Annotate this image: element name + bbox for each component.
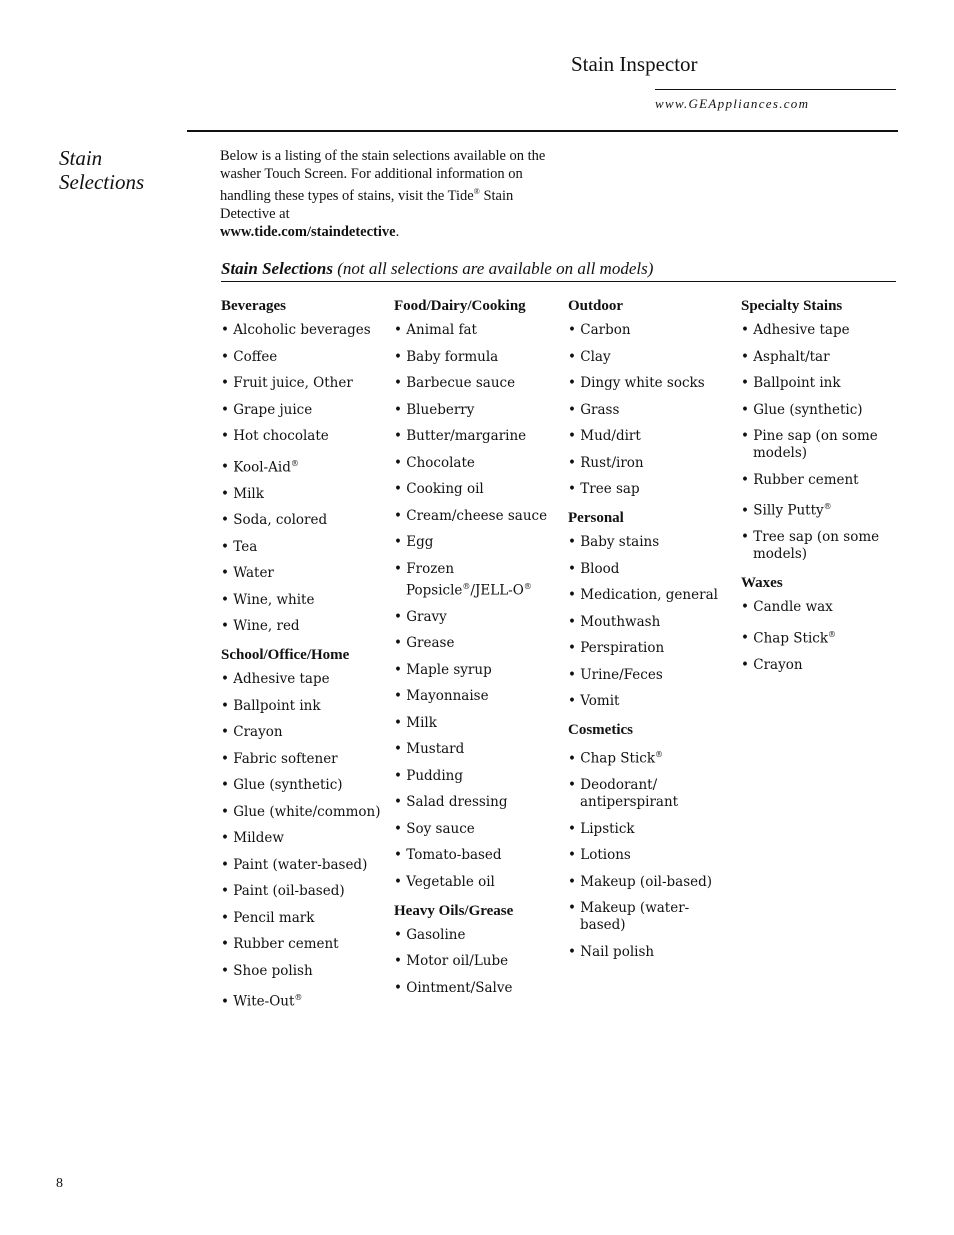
stain-list-item	[221, 963, 387, 980]
main-divider	[187, 130, 898, 132]
stain-label: Soy sauce	[406, 820, 475, 837]
registered-mark: ®	[828, 629, 837, 639]
stain-label: Crayon	[753, 656, 803, 673]
stain-column	[741, 296, 891, 684]
tide-link[interactable]: www.tide.com/staindetective	[220, 223, 396, 240]
stain-label: Dingy white socks	[580, 375, 705, 391]
stain-label: Adhesive tape	[233, 671, 330, 687]
stain-label: Adhesive tape	[753, 322, 850, 338]
stain-list-item	[221, 455, 387, 477]
stain-label: Motor oil/Lube	[406, 953, 509, 969]
stain-list-item	[568, 428, 728, 445]
stain-label: Cream/cheese sauce	[406, 507, 548, 524]
section-title-line-1: Stain	[59, 146, 103, 170]
stain-list-item	[568, 900, 728, 934]
stain-label: Blueberry	[406, 401, 475, 418]
category-heading: Beverages	[221, 298, 286, 314]
registered-mark: ®	[823, 502, 832, 511]
stain-label: Pine sap (on some models)	[753, 428, 878, 461]
stain-list-item	[568, 821, 728, 838]
stain-list-item	[568, 693, 728, 710]
stain-label: Cooking oil	[406, 481, 484, 497]
stain-label: Egg	[406, 534, 434, 550]
stain-label: Chap Stick	[753, 630, 829, 646]
category-heading: Specialty Stains	[741, 298, 843, 314]
stain-list-item	[741, 529, 891, 563]
registered-mark: ®	[473, 187, 480, 196]
stain-label: Water	[233, 565, 274, 581]
stain-list-item	[221, 565, 387, 582]
stain-list-item	[394, 481, 560, 498]
page-number: 8	[56, 1176, 63, 1191]
section-title	[59, 146, 144, 194]
stain-label: Rubber cement	[233, 936, 339, 952]
stain-label: Mouthwash	[580, 613, 661, 630]
stain-label: Tree sap (on some models)	[753, 529, 880, 562]
stain-list-item	[568, 375, 728, 392]
stain-list-item	[568, 874, 728, 891]
intro-text: Below is a listing of the stain selections available on the washer Touch Screen. For additional information on handling these types of stains, visit the Tide	[220, 148, 546, 204]
stain-label: Paint (oil-based)	[233, 883, 345, 899]
stain-list-item	[394, 508, 560, 525]
stain-list-item	[394, 847, 560, 864]
stain-list-item	[221, 512, 387, 529]
stain-list-item	[221, 857, 387, 874]
stain-list-item	[221, 375, 387, 392]
stain-list-item	[221, 777, 387, 794]
stain-category	[221, 645, 387, 1011]
stain-label: Carbon	[580, 322, 631, 338]
stain-label: Crayon	[233, 724, 283, 740]
stain-label: Candle wax	[753, 599, 833, 615]
stain-list-item	[221, 592, 387, 609]
selections-divider	[221, 281, 896, 282]
stain-list-item	[394, 534, 560, 551]
stain-label: Ballpoint ink	[753, 375, 841, 391]
stain-label: Milk	[406, 714, 437, 731]
stain-list-item	[568, 455, 728, 472]
intro-end: .	[395, 223, 400, 240]
stain-list-item	[568, 847, 728, 864]
stain-label: Gasoline	[406, 926, 466, 943]
stain-label: Chap Stick	[580, 750, 656, 767]
stain-label: Shoe polish	[233, 962, 313, 979]
stain-label: Glue (white/common)	[233, 803, 381, 820]
stain-list-item	[394, 715, 560, 732]
stain-label: Grape juice	[233, 401, 313, 418]
stain-label-cont: /JELL-O	[470, 582, 524, 598]
stain-label: Coffee	[233, 348, 278, 365]
stain-list-item	[394, 635, 560, 652]
stain-label: Vomit	[580, 693, 620, 709]
stain-list-item	[568, 746, 728, 768]
stain-label: Butter/margarine	[406, 428, 527, 444]
stain-label: Chocolate	[406, 454, 475, 471]
stain-label: Mustard	[406, 741, 465, 757]
stain-list-item	[394, 953, 560, 970]
stain-category	[568, 720, 728, 961]
stain-list-item	[741, 349, 891, 366]
stain-list-item	[394, 768, 560, 785]
stain-list-item	[394, 609, 560, 626]
stain-list-item	[394, 349, 560, 366]
stain-label: Baby formula	[406, 348, 499, 365]
stain-label: Deodorant/ antiperspirant	[580, 777, 679, 810]
stain-list-item	[741, 472, 891, 489]
category-heading: Food/Dairy/Cooking	[394, 298, 526, 314]
stain-list-item	[568, 587, 728, 604]
stain-list-item	[221, 883, 387, 900]
stain-label: Makeup (oil-based)	[580, 873, 713, 890]
stain-list-item	[221, 804, 387, 821]
stain-list-item	[568, 777, 728, 811]
stain-list-item	[741, 322, 891, 339]
stain-list-item	[221, 698, 387, 715]
stain-label: Mud/dirt	[580, 428, 641, 444]
stain-label: Grass	[580, 401, 620, 418]
stain-category	[568, 508, 728, 710]
stain-list-item	[394, 455, 560, 472]
stain-list-item	[394, 927, 560, 944]
stain-label: Rust/iron	[580, 454, 644, 471]
intro-paragraph	[220, 147, 550, 241]
stain-label: Soda, colored	[233, 512, 328, 528]
stain-label: Fruit juice, Other	[233, 375, 353, 391]
stain-list-item	[221, 486, 387, 503]
stain-label: Frozen Popsicle	[406, 560, 463, 598]
category-heading: School/Office/Home	[221, 647, 350, 663]
stain-label: Maple syrup	[406, 661, 492, 678]
stain-list-item	[394, 561, 560, 600]
stain-list-item	[221, 724, 387, 741]
stain-label: Medication, general	[580, 587, 718, 603]
stain-label: Nail polish	[580, 943, 655, 960]
stain-list-item	[221, 936, 387, 953]
stain-list-item	[221, 830, 387, 847]
category-heading: Waxes	[741, 575, 783, 591]
stain-category	[221, 296, 387, 635]
stain-list-item	[394, 741, 560, 758]
stain-list-item	[741, 498, 891, 520]
stain-category	[394, 901, 560, 997]
selections-heading-bold: Stain Selections	[221, 259, 333, 278]
intro-text-after: Stain Detective at	[220, 187, 514, 222]
registered-mark: ®	[290, 458, 299, 468]
stain-label: Ointment/Salve	[406, 979, 513, 996]
stain-label: Barbecue sauce	[406, 375, 516, 391]
stain-label: Perspiration	[580, 640, 665, 656]
stain-label: Wine, red	[233, 618, 300, 634]
stain-label: Blood	[580, 560, 620, 577]
stain-category	[394, 296, 560, 891]
stain-label: Rubber cement	[753, 471, 859, 488]
stain-list-item	[221, 989, 387, 1011]
selections-heading-note: (not all selections are available on all models)	[332, 259, 654, 278]
header-url: www.GEAppliances.com	[655, 96, 810, 111]
stain-list-item	[221, 322, 387, 339]
stain-column	[568, 296, 728, 971]
stain-list-item	[394, 874, 560, 891]
stain-label: Wite-Out	[233, 993, 295, 1010]
stain-label: Animal fat	[406, 322, 477, 338]
stain-label: Alcoholic beverages	[233, 322, 371, 338]
stain-label: Vegetable oil	[406, 873, 495, 890]
stain-label: Silly Putty	[753, 502, 824, 519]
stain-list-item	[221, 349, 387, 366]
stain-label: Glue (synthetic)	[753, 401, 863, 418]
stain-label: Tomato-based	[406, 847, 502, 863]
stain-list-item	[741, 428, 891, 462]
stain-list-item	[568, 640, 728, 657]
stain-label: Hot chocolate	[233, 428, 329, 444]
stain-label: Ballpoint ink	[233, 697, 321, 714]
category-heading: Heavy Oils/Grease	[394, 902, 514, 919]
stain-list-item	[568, 349, 728, 366]
stain-list-item	[221, 751, 387, 768]
registered-mark: ®	[294, 993, 303, 1002]
stain-category	[741, 296, 891, 563]
stain-list-item	[221, 402, 387, 419]
stain-label: Baby stains	[580, 534, 660, 550]
stain-label: Paint (water-based)	[233, 856, 368, 873]
stain-label: Clay	[580, 348, 611, 365]
stain-list-item	[741, 626, 891, 648]
header-divider	[655, 89, 896, 90]
registered-mark: ®	[523, 581, 532, 591]
registered-mark: ®	[655, 750, 664, 759]
stain-list-item	[568, 667, 728, 684]
stain-list-item	[394, 794, 560, 811]
stain-list-item	[221, 539, 387, 556]
stain-list-item	[741, 375, 891, 392]
stain-list-item	[221, 671, 387, 688]
stain-category	[741, 573, 891, 674]
stain-list-item	[394, 322, 560, 339]
stain-label: Urine/Feces	[580, 666, 663, 683]
stain-label: Pencil mark	[233, 909, 315, 926]
stain-label: Makeup (water-based)	[580, 900, 690, 933]
stain-list-item	[394, 375, 560, 392]
stain-list-item	[394, 688, 560, 705]
stain-list-item	[394, 662, 560, 679]
stain-category	[568, 296, 728, 498]
stain-list-item	[568, 534, 728, 551]
stain-label: Salad dressing	[406, 794, 508, 810]
stain-list-item	[741, 657, 891, 674]
header-title: Stain Inspector	[571, 52, 698, 76]
stain-list-item	[394, 402, 560, 419]
stain-list-item	[394, 428, 560, 445]
stain-label: Milk	[233, 485, 264, 502]
stain-label: Fabric softener	[233, 750, 338, 767]
stain-label: Kool-Aid	[233, 459, 291, 475]
stain-list-item	[741, 402, 891, 419]
stain-label: Lotions	[580, 847, 631, 863]
stain-list-item	[568, 614, 728, 631]
stain-label: Tea	[233, 538, 258, 555]
stain-list-item	[221, 618, 387, 635]
stain-label: Pudding	[406, 767, 463, 784]
stain-list-item	[568, 322, 728, 339]
stain-list-item	[221, 428, 387, 445]
selections-heading	[221, 259, 896, 279]
stain-column	[221, 296, 387, 1021]
stain-list-item	[741, 599, 891, 616]
stain-label: Gravy	[406, 608, 447, 625]
category-heading: Outdoor	[568, 298, 624, 314]
stain-list-item	[568, 402, 728, 419]
stain-list-item	[568, 561, 728, 578]
category-heading: Personal	[568, 510, 624, 526]
category-heading: Cosmetics	[568, 722, 633, 738]
registered-mark: ®	[462, 581, 471, 591]
stain-list-item	[568, 944, 728, 961]
stain-label: Mildew	[233, 830, 284, 846]
stain-list-item	[221, 910, 387, 927]
stain-label: Tree sap	[580, 481, 640, 497]
stain-label: Mayonnaise	[406, 688, 489, 704]
stain-label: Asphalt/tar	[753, 348, 830, 365]
stain-list-item	[394, 980, 560, 997]
stain-list-item	[568, 481, 728, 498]
stain-label: Wine, white	[233, 591, 315, 608]
stain-label: Lipstick	[580, 820, 635, 837]
section-title-line-2: Selections	[59, 170, 145, 194]
stain-list-item	[394, 821, 560, 838]
stain-column	[394, 296, 560, 1007]
stain-label: Grease	[406, 635, 455, 651]
stain-label: Glue (synthetic)	[233, 777, 343, 793]
